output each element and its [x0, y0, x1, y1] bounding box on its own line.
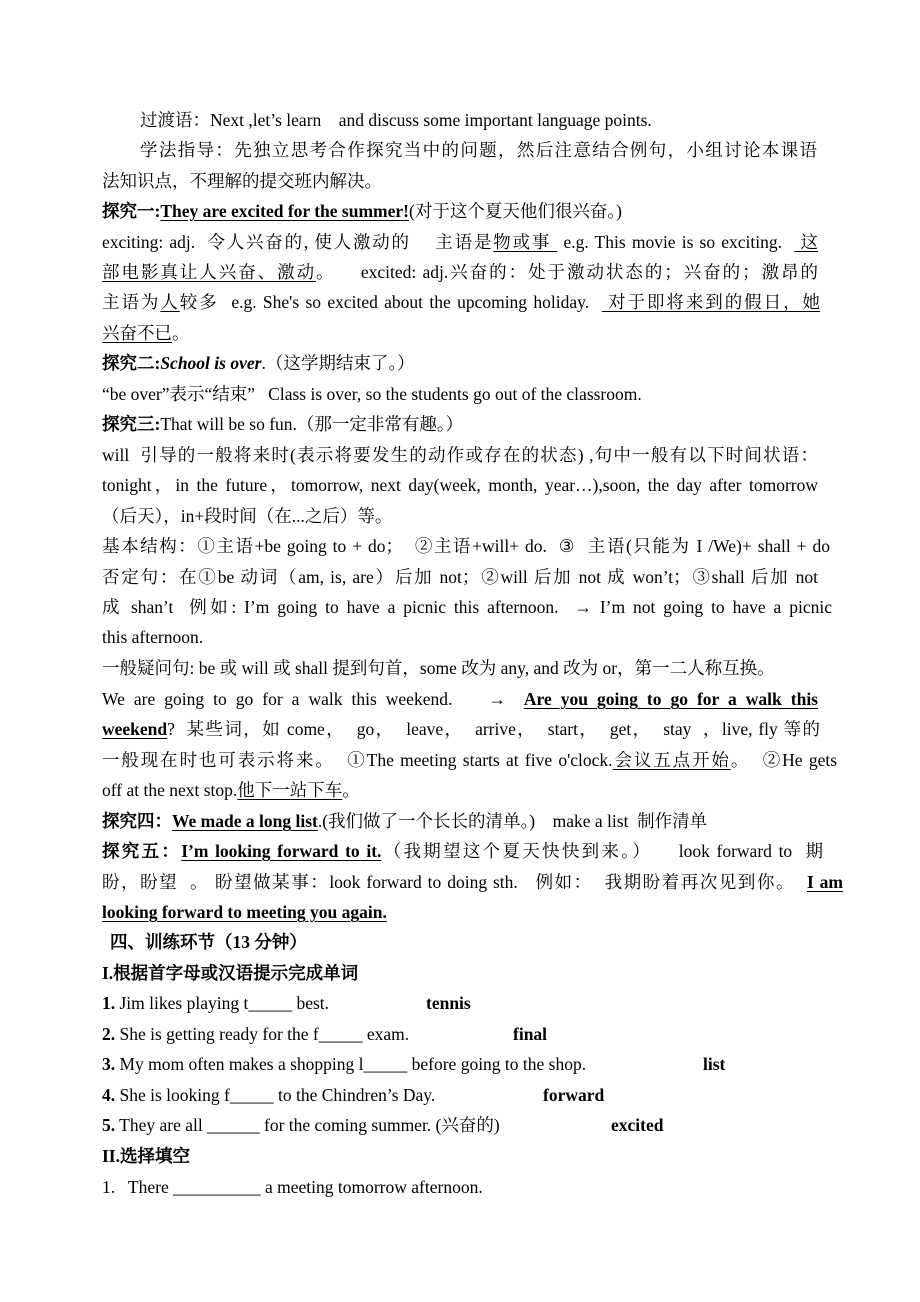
text-segment: School is over	[160, 353, 262, 373]
text-segment: ? 某些词，如 come， go， leave， arrive， start， get， stay ，live, fly 等的	[167, 719, 820, 739]
text-line	[102, 626, 203, 648]
text-segment: 3.	[102, 1054, 116, 1074]
text-segment: e.g. This movie is so exciting.	[557, 232, 795, 252]
text-segment: exciting: adj. 令人兴奋的, 使人激动的 主语是	[102, 232, 494, 252]
text-line	[102, 383, 642, 405]
text-segment: .（这学期结束了。）	[261, 353, 415, 373]
answer-text: tennis	[426, 993, 471, 1013]
text-line	[102, 261, 818, 283]
text-line	[102, 1145, 190, 1167]
text-line	[102, 1053, 586, 1075]
text-segment: 否定句：在①be 动词（am, is, are）后加 not；②will 后加 not 成 won’t；③shall 后加 not	[102, 567, 818, 587]
text-line	[102, 718, 820, 740]
emphasized-text: weekend	[102, 719, 168, 739]
emphasized-text: 部电影真让人兴奋、激动	[102, 262, 317, 282]
text-segment: .(我们做了一个长长的清单。) make a list 制作清单	[317, 811, 708, 831]
text-segment: 2.	[102, 1024, 116, 1044]
text-segment: off at the next stop.	[102, 780, 238, 800]
text-line	[102, 200, 622, 222]
text-line	[102, 505, 392, 527]
emphasized-text: 对于即将来到的假日，她	[601, 292, 821, 312]
text-segment: 探究三:	[102, 414, 161, 434]
text-line	[102, 840, 823, 862]
text-segment: That will be so fun.（那一定非常有趣。）	[160, 414, 464, 434]
answer-text: final	[513, 1024, 548, 1044]
text-segment: 1. There __________ a meeting tomorrow afternoon.	[102, 1177, 483, 1197]
text-segment: 一般现在时也可表示将来。 ①The meeting starts at five o'clock.	[102, 750, 613, 770]
text-segment: 探究二:	[102, 353, 161, 373]
text-segment: II.选择填空	[102, 1146, 190, 1166]
text-segment: 5.	[102, 1115, 116, 1135]
text-line	[102, 322, 190, 344]
text-line	[102, 749, 837, 771]
text-segment: 法知识点，不理解的提交班内解决。	[102, 171, 382, 191]
text-segment: 探究一:	[102, 201, 161, 221]
text-line	[102, 1023, 409, 1045]
text-line	[102, 566, 818, 588]
emphasized-text: 会议五点开始	[612, 750, 731, 770]
text-segment: 。	[172, 323, 190, 343]
text-line	[102, 901, 387, 923]
text-segment: tonight，in the future，tomorrow, next day(week, month, year…),soon, the day after tomorrow	[102, 475, 818, 495]
text-segment: this afternoon.	[102, 627, 204, 647]
text-line	[102, 535, 830, 557]
text-line	[102, 1084, 435, 1106]
text-line	[102, 871, 843, 893]
answer-text: list	[703, 1054, 726, 1074]
text-segment: My mom often makes a shopping l_____ before going to the shop.	[115, 1054, 587, 1074]
text-segment: She is looking f_____ to the Chindren’s Day.	[115, 1085, 436, 1105]
text-segment: 。 ②He gets	[730, 750, 838, 770]
text-segment: She is getting ready for the f_____ exam.	[115, 1024, 410, 1044]
text-line	[140, 109, 652, 131]
text-line	[102, 1114, 500, 1136]
text-line	[102, 231, 818, 253]
text-line	[102, 962, 358, 984]
text-segment: 基本结构：①主语+be going to + do； ②主语+will+ do. ③ 主语(只能为 I /We)+ shall + do	[102, 536, 830, 556]
text-line	[102, 810, 707, 832]
emphasized-text: 人	[160, 292, 180, 312]
emphasized-text: I am	[806, 872, 844, 892]
text-segment: 。 excited: adj.兴奋的：处于激动状态的；兴奋的；激昂的	[316, 262, 818, 282]
text-segment: 四、训练环节（13 分钟）	[110, 932, 307, 952]
answer-text: excited	[611, 1115, 664, 1135]
text-segment: 1.	[102, 993, 116, 1013]
text-segment: will 引导的一般将来时(表示将要发生的动作或存在的状态) ,句中一般有以下时间状语：	[102, 445, 818, 465]
text-segment: 一般疑问句: be 或 will 或 shall 提到句首，some 改为 any, and 改为 or，第一二人称互换。	[102, 658, 775, 678]
text-segment: Jim likes playing t_____ best.	[115, 993, 330, 1013]
text-segment: (对于这个夏天他们很兴奋。)	[409, 201, 622, 221]
text-segment: We are going to go for a walk this weekend. →	[102, 689, 524, 709]
text-line	[102, 352, 415, 374]
text-line	[102, 413, 463, 435]
emphasized-text: looking forward to meeting you again.	[102, 902, 387, 922]
text-segment: I.根据首字母或汉语提示完成单词	[102, 963, 359, 983]
text-line	[102, 657, 775, 679]
text-line	[102, 596, 832, 618]
text-segment: 过渡语：Next ,let’s learn and discuss some important language points.	[140, 110, 652, 130]
text-line	[102, 444, 818, 466]
text-line	[140, 139, 817, 161]
text-segment: 成 shan’t 例如: I’m going to have a picnic this afternoon. → I’m not going to have a picnic	[102, 597, 832, 617]
emphasized-text: I’m looking forward to it.	[181, 841, 382, 861]
text-segment: 4.	[102, 1085, 116, 1105]
text-line	[102, 291, 820, 313]
text-segment: 较多 e.g. She's so excited about the upcoming holiday.	[179, 292, 602, 312]
emphasized-text: They are excited for the summer!	[160, 201, 409, 221]
text-segment: 。	[342, 780, 360, 800]
text-segment: 盼，盼望 。 盼望做某事：look forward to doing sth. 例如： 我期盼着再次见到你。	[102, 872, 807, 892]
emphasized-text: We made a long list	[172, 811, 318, 831]
text-segment: 探究五：	[102, 841, 182, 861]
emphasized-text: 物或事	[493, 232, 558, 252]
text-segment: 探究四：	[102, 811, 172, 831]
text-segment: 学法指导：先独立思考合作探究当中的问题，然后注意结合例句，小组讨论本课语	[140, 140, 817, 160]
text-line	[102, 779, 360, 801]
text-line	[102, 688, 818, 710]
answer-text: forward	[543, 1085, 605, 1105]
text-segment: 主语为	[102, 292, 161, 312]
text-line	[110, 931, 307, 953]
text-line	[102, 1176, 483, 1198]
emphasized-text: 他下一站下车	[237, 780, 343, 800]
emphasized-text: Are you going to go for a walk this	[523, 689, 818, 709]
text-line	[102, 170, 382, 192]
emphasized-text: 这	[794, 232, 819, 252]
text-segment: “be over”表示“结束” Class is over, so the students go out of the classroom.	[102, 384, 642, 404]
emphasized-text: 兴奋不已	[102, 323, 172, 343]
text-line	[102, 474, 818, 496]
text-segment: （我期望这个夏天快快到来。） look forward to 期	[381, 841, 824, 861]
text-segment: （后天），in+段时间（在...之后）等。	[102, 506, 393, 526]
text-segment: They are all ______ for the coming summer. (兴奋的)	[115, 1115, 500, 1135]
text-line	[102, 992, 329, 1014]
